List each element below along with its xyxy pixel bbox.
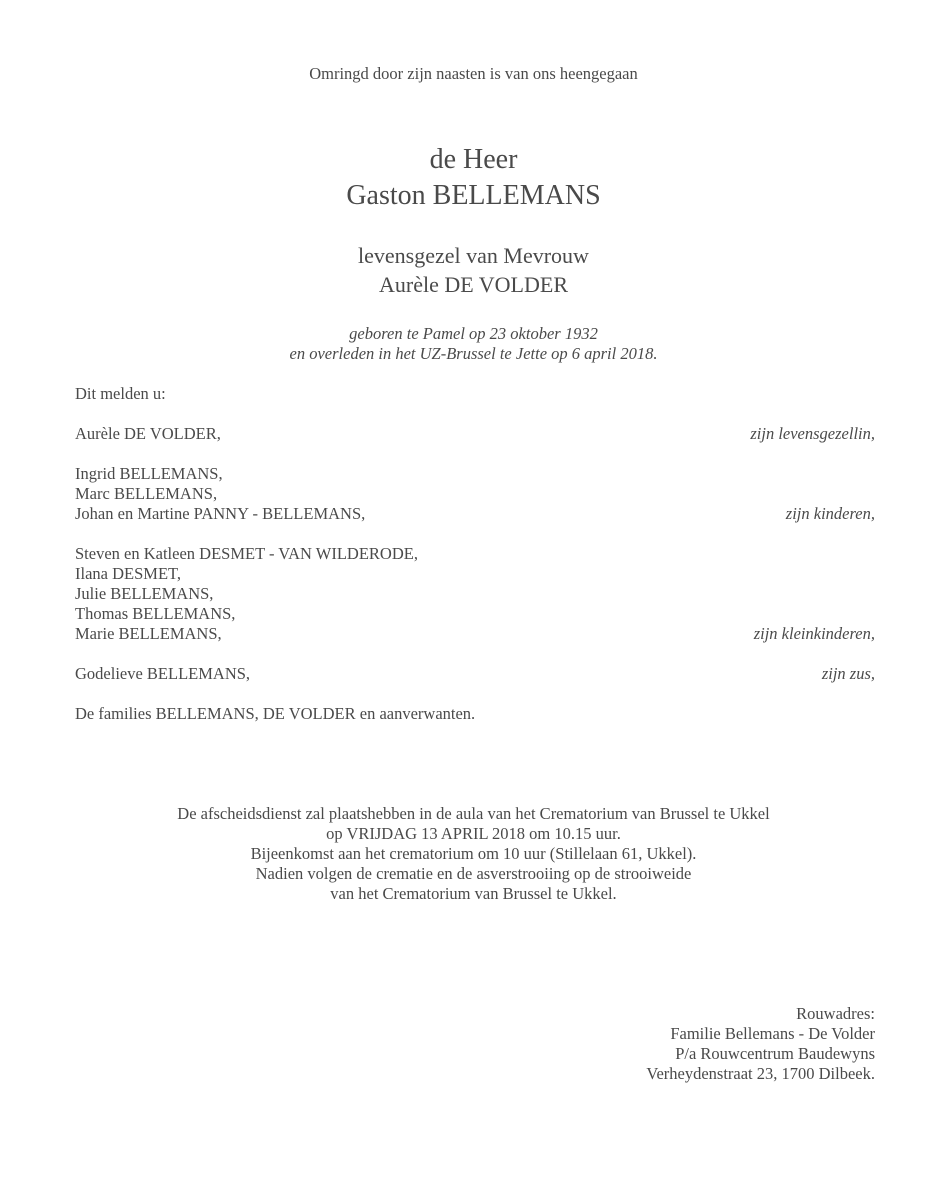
family-name: Godelieve BELLEMANS, — [75, 664, 251, 683]
family-name: Thomas BELLEMANS, — [75, 604, 236, 623]
partner-block — [0, 241, 947, 299]
deceased-title: de Heer — [429, 144, 518, 175]
families-line: De families BELLEMANS, DE VOLDER en aanverwanten. — [75, 704, 476, 723]
family-name: Aurèle DE VOLDER, — [75, 424, 221, 443]
family-name: Julie BELLEMANS, — [75, 584, 214, 603]
address-line: Verheydenstraat 23, 1700 Dilbeek. — [646, 1064, 875, 1083]
ceremony-line: De afscheidsdienst zal plaatshebben in de aula van het Crematorium van Brussel te Ukkel — [177, 804, 770, 823]
mourning-address — [646, 1004, 875, 1084]
family-row-grandchildren — [75, 624, 875, 644]
family-row-children — [75, 504, 875, 524]
ceremony-details — [0, 804, 947, 904]
relation-label: zijn kinderen, — [785, 504, 875, 523]
partner-label: levensgezel van Mevrouw — [358, 243, 589, 268]
relation-label: zijn levensgezellin, — [750, 424, 875, 443]
life-dates — [0, 324, 947, 364]
family-name: Marie BELLEMANS, — [75, 624, 222, 643]
ceremony-line: op VRIJDAG 13 APRIL 2018 om 10.15 uur. — [326, 824, 621, 843]
partner-name: Aurèle DE VOLDER — [379, 272, 568, 297]
family-name: Ilana DESMET, — [75, 564, 182, 583]
family-list — [75, 384, 875, 724]
ceremony-line: van het Crematorium van Brussel te Ukkel. — [330, 884, 617, 903]
family-name: Ingrid BELLEMANS, — [75, 464, 223, 483]
family-row-sister — [75, 664, 875, 684]
family-name: Steven en Katleen DESMET - VAN WILDERODE, — [75, 544, 418, 563]
deceased-name — [0, 142, 947, 214]
death-line: en overleden in het UZ-Brussel te Jette op 6 april 2018. — [289, 344, 658, 363]
family-row-partner — [75, 424, 875, 444]
ceremony-line: Nadien volgen de crematie en de asverstrooiing op de strooiweide — [255, 864, 692, 883]
address-line: P/a Rouwcentrum Baudewyns — [675, 1044, 875, 1063]
address-line: Familie Bellemans - De Volder — [670, 1024, 875, 1043]
address-line: Rouwadres: — [796, 1004, 875, 1023]
relation-label: zijn kleinkinderen, — [753, 624, 875, 643]
intro-text: Omringd door zijn naasten is van ons heengegaan — [309, 64, 638, 83]
relation-label: zijn zus, — [821, 664, 875, 683]
ceremony-line: Bijeenkomst aan het crematorium om 10 uur (Stillelaan 61, Ukkel). — [250, 844, 697, 863]
birth-line: geboren te Pamel op 23 oktober 1932 — [349, 324, 598, 343]
family-name: Marc BELLEMANS, — [75, 484, 218, 503]
deceased-fullname: Gaston BELLEMANS — [346, 180, 601, 211]
announce-line: Dit melden u: — [75, 384, 166, 403]
family-name: Johan en Martine PANNY - BELLEMANS, — [75, 504, 366, 523]
